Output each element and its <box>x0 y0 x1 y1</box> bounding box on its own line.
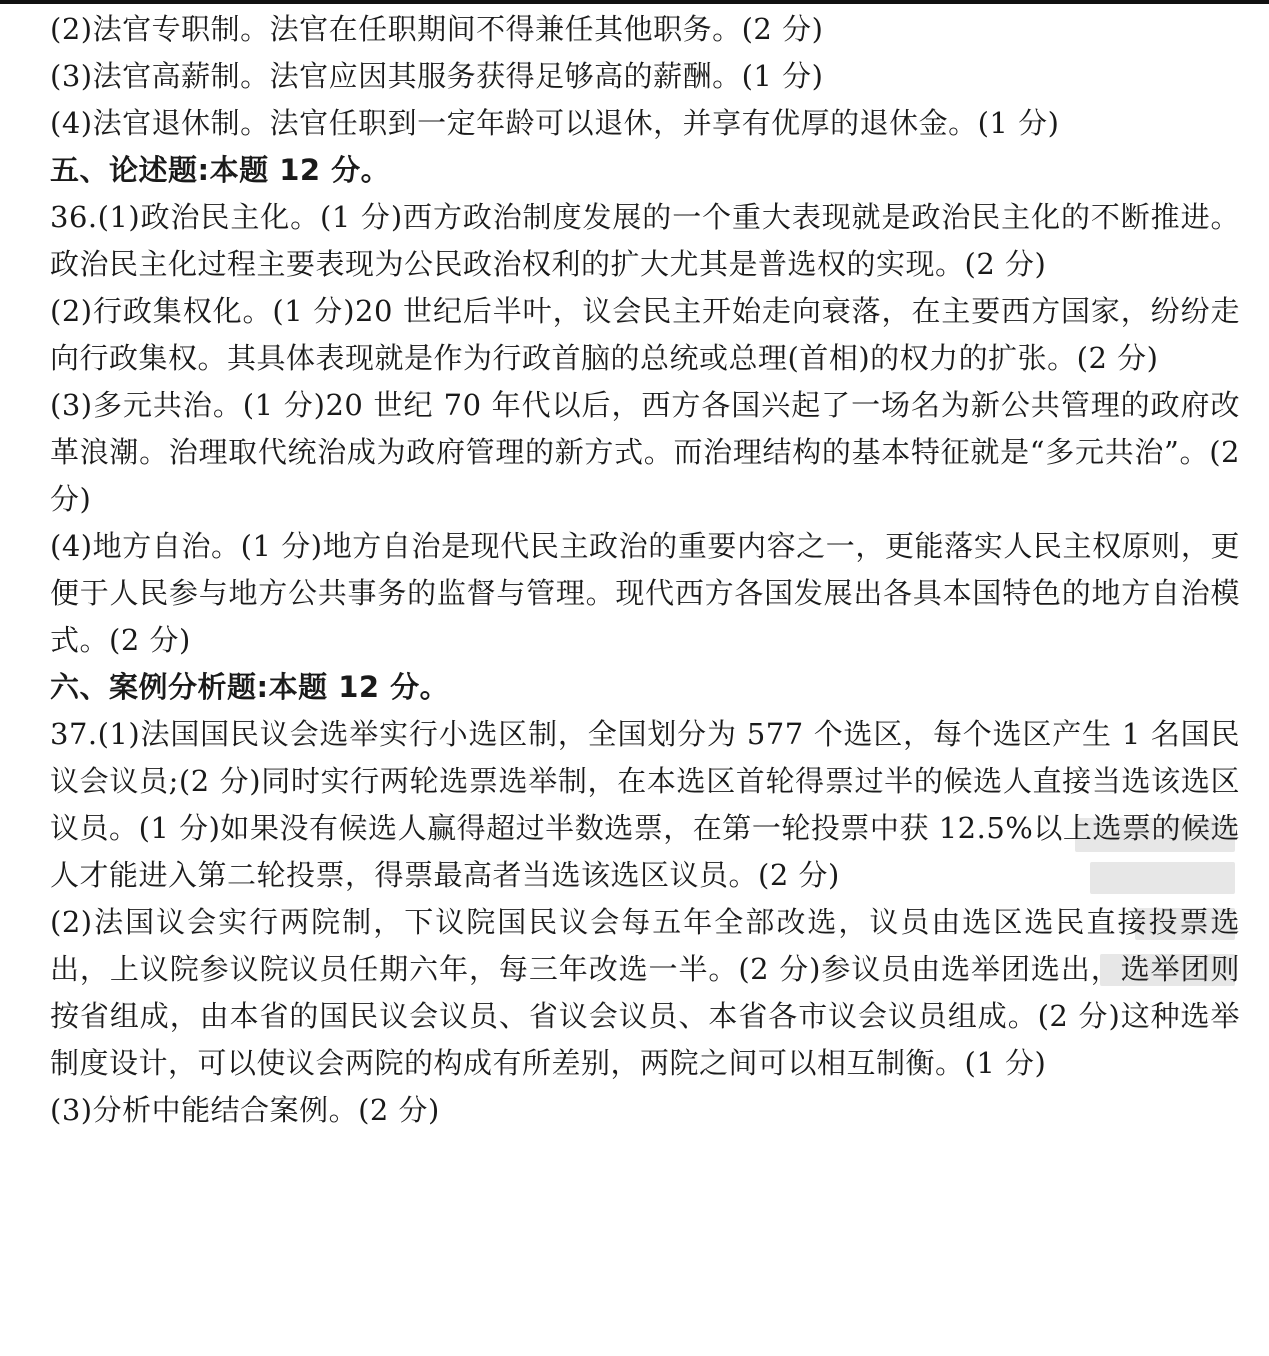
q36-point-2: (2)行政集权化。(1 分)20 世纪后半叶，议会民主开始走向衰落，在主要西方国家，纷纷走向行政集权。其具体表现就是作为行政首脑的总统或总理(首相)的权力的扩张。(2 分) <box>50 294 1240 375</box>
section-heading-6: 六、案例分析题:本题 12 分。 <box>50 670 450 704</box>
answer-line: (3)法官高薪制。法官应因其服务获得足够高的薪酬。(1 分) <box>50 59 824 93</box>
section-heading-5: 五、论述题:本题 12 分。 <box>50 153 391 187</box>
answer-line: (2)法官专职制。法官在任职期间不得兼任其他职务。(2 分) <box>50 12 824 46</box>
q37-point-3: (3)分析中能结合案例。(2 分) <box>50 1093 440 1127</box>
document-body <box>50 6 1240 1134</box>
answer-line: (4)法官退休制。法官任职到一定年龄可以退休，并享有优厚的退休金。(1 分) <box>50 106 1060 140</box>
q37-point-2: (2)法国议会实行两院制，下议院国民议会每五年全部改选，议员由选区选民直接投票选出，上议院参议院议员任期六年，每三年改选一半。(2 分)参议员由选举团选出，选举团则按省组成，由本省的国民议会议员、省议会议员、本省各市议会议员组成。(2 分)这种选举制度设计，可以使议会两院的构成有所差别，两院之间可以相互制衡。(1 分) <box>50 905 1240 1080</box>
q36-point-3: (3)多元共治。(1 分)20 世纪 70 年代以后，西方各国兴起了一场名为新公共管理的政府改革浪潮。治理取代统治成为政府管理的新方式。而治理结构的基本特征就是“多元共治”。(2 分) <box>50 388 1240 516</box>
q36-point-1: 36.(1)政治民主化。(1 分)西方政治制度发展的一个重大表现就是政治民主化的不断推进。政治民主化过程主要表现为公民政治权利的扩大尤其是普选权的实现。(2 分) <box>50 200 1240 281</box>
top-border-line <box>0 0 1269 4</box>
q37-point-1: 37.(1)法国国民议会选举实行小选区制，全国划分为 577 个选区，每个选区产生 1 名国民议会议员;(2 分)同时实行两轮选票选举制，在本选区首轮得票过半的候选人直接当选该选区议员。(1 分)如果没有候选人赢得超过半数选票，在第一轮投票中获 12.5%以上选票的候选人才能进入第二轮投票，得票最高者当选该选区议员。(2 分) <box>50 717 1240 892</box>
q36-point-4: (4)地方自治。(1 分)地方自治是现代民主政治的重要内容之一，更能落实人民主权原则，更便于人民参与地方公共事务的监督与管理。现代西方各国发展出各具本国特色的地方自治模式。(2 分) <box>50 529 1240 657</box>
